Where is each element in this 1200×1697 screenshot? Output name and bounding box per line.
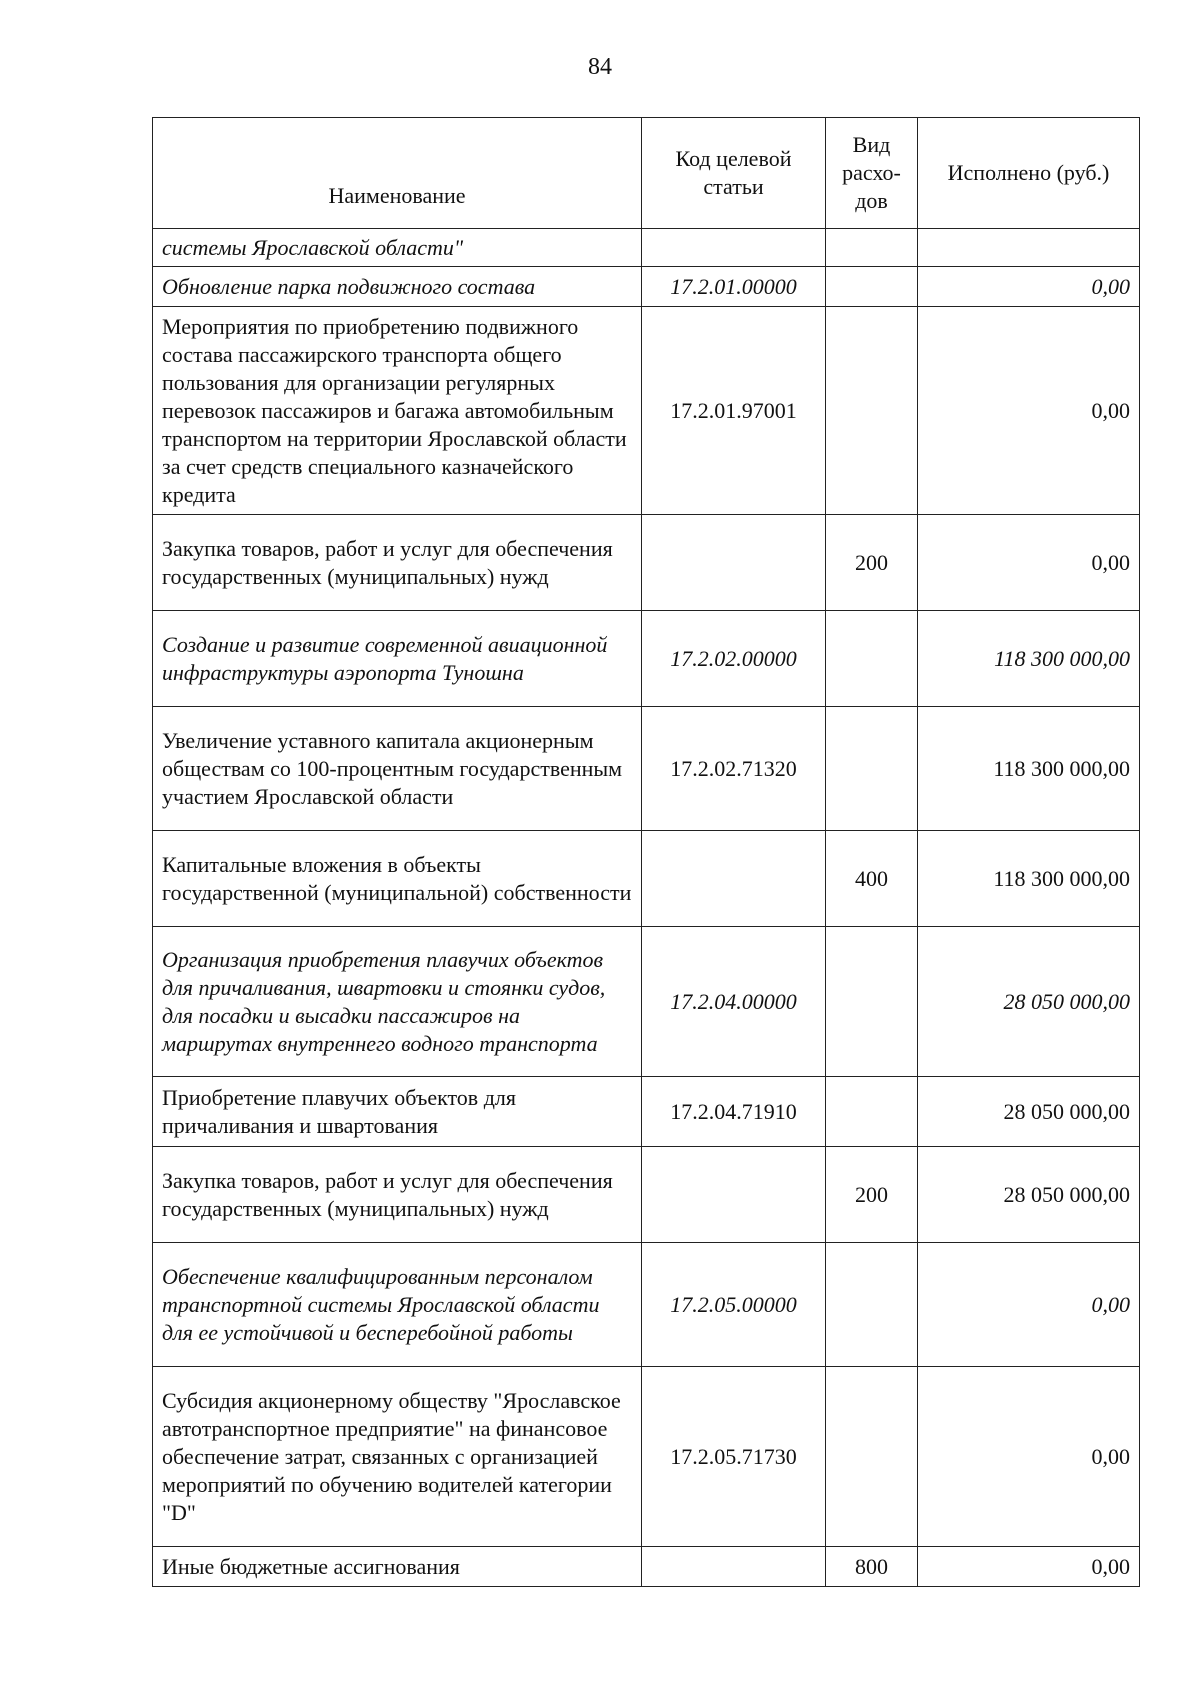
row-name: Организация приобретения плавучих объектов для причаливания, швартовки и стоянки судов, для посадки и высадки пассажиров на маршрутах внутреннего водного транспорта bbox=[153, 927, 642, 1077]
table-row bbox=[153, 831, 1140, 927]
budget-table bbox=[152, 117, 1140, 1587]
row-code: 17.2.02.00000 bbox=[642, 611, 826, 707]
table-row bbox=[153, 515, 1140, 611]
table-row bbox=[153, 707, 1140, 831]
row-expense-type bbox=[826, 267, 918, 307]
row-executed: 0,00 bbox=[918, 1243, 1140, 1367]
row-name: Создание и развитие современной авиационной инфраструктуры аэропорта Туношна bbox=[153, 611, 642, 707]
row-expense-type: 200 bbox=[826, 515, 918, 611]
row-name: Увеличение уставного капитала акционерным обществам со 100-процентным государственным участием Ярославской области bbox=[153, 707, 642, 831]
row-name: Обеспечение квалифицированным персоналом транспортной системы Ярославской области для ее устойчивой и бесперебойной работы bbox=[153, 1243, 642, 1367]
row-code bbox=[642, 229, 826, 267]
table-row bbox=[153, 611, 1140, 707]
row-executed: 28 050 000,00 bbox=[918, 1147, 1140, 1243]
header-name: Наименование bbox=[153, 118, 642, 229]
row-code: 17.2.05.00000 bbox=[642, 1243, 826, 1367]
table-row bbox=[153, 267, 1140, 307]
row-executed: 0,00 bbox=[918, 515, 1140, 611]
row-code: 17.2.04.00000 bbox=[642, 927, 826, 1077]
row-expense-type: 400 bbox=[826, 831, 918, 927]
row-name: Обновление парка подвижного состава bbox=[153, 267, 642, 307]
row-expense-type: 800 bbox=[826, 1547, 918, 1587]
row-expense-type bbox=[826, 707, 918, 831]
row-executed: 0,00 bbox=[918, 307, 1140, 515]
row-expense-type: 200 bbox=[826, 1147, 918, 1243]
row-code bbox=[642, 1147, 826, 1243]
row-executed: 28 050 000,00 bbox=[918, 1077, 1140, 1147]
table-header-row bbox=[153, 118, 1140, 229]
row-executed bbox=[918, 229, 1140, 267]
row-code: 17.2.02.71320 bbox=[642, 707, 826, 831]
row-code: 17.2.05.71730 bbox=[642, 1367, 826, 1547]
row-expense-type bbox=[826, 611, 918, 707]
row-expense-type bbox=[826, 229, 918, 267]
header-code: Код целевой статьи bbox=[642, 118, 826, 229]
row-name: Субсидия акционерному обществу "Ярославское автотранспортное предприятие" на финансовое обеспечение затрат, связанных с организацией мероприятий по обучению водителей категории "D" bbox=[153, 1367, 642, 1547]
row-executed: 0,00 bbox=[918, 1547, 1140, 1587]
row-executed: 118 300 000,00 bbox=[918, 611, 1140, 707]
row-executed: 0,00 bbox=[918, 1367, 1140, 1547]
table-body bbox=[153, 229, 1140, 1587]
row-executed: 28 050 000,00 bbox=[918, 927, 1140, 1077]
table-row bbox=[153, 1243, 1140, 1367]
row-code: 17.2.01.97001 bbox=[642, 307, 826, 515]
row-expense-type bbox=[826, 1077, 918, 1147]
table-row bbox=[153, 1547, 1140, 1587]
table-row bbox=[153, 927, 1140, 1077]
row-name: Капитальные вложения в объекты государственной (муниципальной) собственности bbox=[153, 831, 642, 927]
table-row bbox=[153, 1147, 1140, 1243]
row-name: Приобретение плавучих объектов для причаливания и швартования bbox=[153, 1077, 642, 1147]
row-name: системы Ярославской области" bbox=[153, 229, 642, 267]
table-row bbox=[153, 229, 1140, 267]
table-row bbox=[153, 307, 1140, 515]
row-expense-type bbox=[826, 927, 918, 1077]
row-code: 17.2.01.00000 bbox=[642, 267, 826, 307]
row-code bbox=[642, 831, 826, 927]
table-row bbox=[153, 1077, 1140, 1147]
header-executed: Исполнено (руб.) bbox=[918, 118, 1140, 229]
header-expense-type: Вид расхо-дов bbox=[826, 118, 918, 229]
table-row bbox=[153, 1367, 1140, 1547]
row-executed: 118 300 000,00 bbox=[918, 707, 1140, 831]
row-executed: 118 300 000,00 bbox=[918, 831, 1140, 927]
row-code bbox=[642, 515, 826, 611]
row-expense-type bbox=[826, 1367, 918, 1547]
row-executed: 0,00 bbox=[918, 267, 1140, 307]
row-name: Мероприятия по приобретению подвижного состава пассажирского транспорта общего пользования для организации регулярных перевозок пассажиров и багажа автомобильным транспортом на территории Ярославской области за счет средств специального казначейского кредита bbox=[153, 307, 642, 515]
row-expense-type bbox=[826, 307, 918, 515]
row-code bbox=[642, 1547, 826, 1587]
row-name: Иные бюджетные ассигнования bbox=[153, 1547, 642, 1587]
row-code: 17.2.04.71910 bbox=[642, 1077, 826, 1147]
page-number: 84 bbox=[588, 54, 612, 80]
row-expense-type bbox=[826, 1243, 918, 1367]
row-name: Закупка товаров, работ и услуг для обеспечения государственных (муниципальных) нужд bbox=[153, 515, 642, 611]
row-name: Закупка товаров, работ и услуг для обеспечения государственных (муниципальных) нужд bbox=[153, 1147, 642, 1243]
